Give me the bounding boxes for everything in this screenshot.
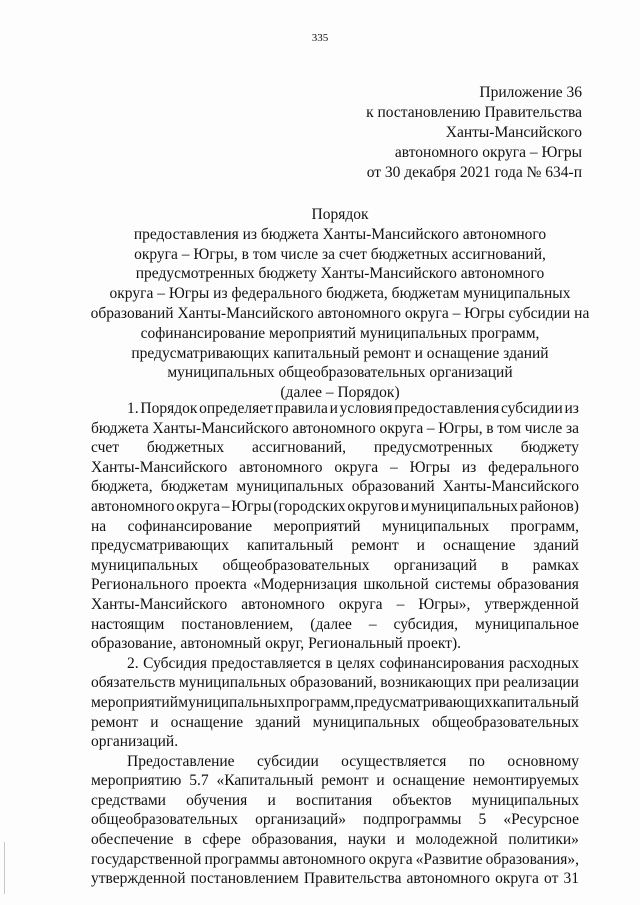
body-word: (городских: [273, 497, 346, 515]
body-word: воспитания: [295, 791, 373, 809]
body-word: муниципальных: [410, 497, 519, 515]
body-word: возникающих: [380, 674, 472, 692]
body-word: 5: [478, 811, 487, 829]
title-line: предусмотренных бюджету Ханты-Мансийского автономного: [135, 265, 545, 283]
body-word: округа: [176, 497, 221, 515]
document-body: [91, 399, 579, 889]
body-word: молодежной: [415, 831, 498, 849]
body-word: целях: [337, 654, 375, 672]
body-word: Югры,: [438, 419, 483, 437]
body-word: образования,: [251, 831, 338, 849]
body-word: Региональный: [308, 635, 403, 653]
body-word: –: [368, 615, 377, 633]
body-word: 5.7: [189, 772, 209, 790]
body-word: софинансирование: [127, 517, 253, 535]
body-word: автономного: [239, 458, 323, 476]
body-word: том: [497, 419, 522, 437]
body-word: системы: [435, 576, 491, 594]
body-word: постановлением: [190, 870, 299, 888]
body-word: общеобразовательных: [222, 556, 370, 574]
body-word: Порядок: [140, 400, 198, 417]
body-word: при: [475, 674, 500, 692]
body-word: определяет: [199, 400, 273, 417]
body-line: [91, 673, 579, 693]
title-line: (далее – Порядок): [280, 384, 400, 402]
body-word: автономного: [406, 870, 491, 888]
body-word: школьной: [363, 576, 429, 594]
body-word: утвержденной: [484, 595, 579, 613]
body-word: науки: [347, 831, 386, 849]
body-line: [91, 438, 579, 458]
body-word: Ханты-Мансийского: [91, 458, 228, 476]
title-line: Порядок: [311, 206, 369, 223]
body-word: предусматривающих: [91, 537, 229, 555]
body-word: ремонт: [321, 772, 369, 790]
body-word: ассигнований,: [251, 439, 347, 457]
body-word: программ,: [510, 517, 579, 535]
body-word: округа: [368, 850, 413, 868]
body-word: федерального: [488, 458, 579, 476]
body-word: организаций: [393, 556, 477, 574]
appendix-line: Ханты-Мансийского: [445, 124, 582, 141]
body-word: округа: [334, 458, 379, 476]
body-line: [91, 536, 579, 556]
body-word: зданий: [533, 537, 579, 555]
body-word: –: [426, 419, 435, 437]
body-word: –: [221, 497, 230, 515]
body-line: [91, 732, 579, 752]
title-line: предусматривающих капитальный ремонт и оснащение зданий: [131, 344, 549, 362]
appendix-line: от 30 декабря 2021 года № 634-п: [366, 164, 582, 181]
body-word: и: [416, 537, 425, 555]
body-word: капитальный: [492, 693, 579, 711]
body-word: и: [396, 831, 405, 849]
body-word: объектов: [392, 791, 452, 809]
body-word: программ,: [285, 693, 355, 711]
body-line: [91, 575, 579, 595]
body-word: средствами: [91, 791, 166, 809]
body-word: по: [468, 752, 485, 770]
body-word: автономного: [282, 850, 366, 868]
body-word: и: [400, 497, 410, 515]
body-word: из: [461, 458, 477, 476]
body-word: (далее: [310, 615, 352, 633]
body-word: немонтируемых: [472, 772, 579, 790]
body-word: «Развитие: [415, 850, 483, 868]
document-title: [60, 205, 620, 403]
body-word: субсидии: [500, 400, 563, 417]
body-word: округа: [495, 870, 539, 888]
body-word: образование,: [91, 635, 177, 653]
body-line: [91, 791, 579, 811]
body-line: [91, 517, 579, 537]
body-word: Субсидия: [143, 654, 208, 672]
appendix-header: [366, 83, 582, 183]
body-word: бюджету: [520, 439, 579, 457]
body-word: образований,: [289, 674, 377, 692]
body-word: Ханты-Мансийского: [91, 595, 228, 613]
title-line: округа – Югры, в том числе за счет бюджетных ассигнований,: [134, 245, 546, 263]
body-word: бюджета: [91, 419, 149, 437]
body-word: осуществляется: [341, 752, 447, 770]
body-word: рамках: [532, 556, 579, 574]
body-word: мероприятий: [273, 517, 361, 535]
page-number: 335: [311, 32, 329, 44]
body-word: настоящим: [91, 615, 165, 633]
body-line: [91, 654, 579, 674]
body-line: [91, 556, 579, 576]
body-word: и: [150, 713, 159, 731]
body-word: «Капитальный: [216, 772, 314, 790]
body-word: бюджетам: [160, 478, 229, 496]
body-word: округа: [338, 595, 383, 613]
body-word: счет: [91, 439, 120, 457]
body-word: муниципальных: [236, 478, 344, 496]
body-word: предоставления: [394, 400, 500, 417]
body-word: организаций.: [91, 733, 179, 751]
body-word: обеспечение: [91, 831, 174, 849]
body-word: муниципальных: [91, 556, 199, 574]
body-word: предусмотренных: [373, 439, 493, 457]
body-word: утвержденной: [91, 870, 186, 888]
body-word: муниципальных: [178, 693, 286, 711]
body-word: софинансирования: [379, 654, 505, 672]
body-word: Регионального: [91, 576, 189, 594]
body-word: Правительства: [303, 870, 402, 888]
title-line: софинансирование мероприятий муниципальных программ,: [140, 324, 540, 342]
body-word: автономного: [292, 419, 376, 437]
body-word: числе: [524, 419, 563, 437]
body-word: основному: [507, 752, 579, 770]
body-word: районов): [519, 497, 579, 515]
appendix-line: Приложение 36: [479, 84, 582, 101]
body-word: «Модернизация: [253, 576, 358, 594]
body-word: государственной: [91, 850, 202, 868]
body-word: ремонт: [351, 537, 399, 555]
body-word: общеобразовательных: [431, 713, 579, 731]
body-word: оснащение: [170, 713, 244, 731]
body-word: муниципальных: [471, 791, 579, 809]
body-line: [91, 399, 579, 419]
body-word: Ханты-Мансийского: [442, 478, 579, 496]
body-line: [91, 497, 579, 517]
body-line: [91, 869, 579, 889]
body-line: [91, 771, 579, 791]
body-word: и: [376, 772, 385, 790]
body-word: бюджетных: [146, 439, 225, 457]
body-word: округ,: [265, 635, 305, 653]
body-word: за: [565, 419, 579, 437]
body-word: расходных: [508, 654, 579, 672]
body-word: мероприятию: [91, 772, 182, 790]
body-word: организаций»: [255, 811, 347, 829]
body-word: Югры: [231, 497, 272, 515]
body-word: программы: [204, 850, 280, 868]
body-word: Югры: [409, 458, 451, 476]
body-word: обязательств: [91, 674, 176, 692]
body-word: от: [544, 870, 559, 888]
body-word: в: [325, 654, 333, 672]
body-word: подпрограммы: [363, 811, 462, 829]
body-word: капитальный: [247, 537, 334, 555]
body-word: –: [396, 595, 405, 613]
body-line: [91, 615, 579, 635]
body-word: в: [486, 419, 494, 437]
body-word: предоставляется: [211, 654, 321, 672]
body-word: муниципальных: [312, 713, 420, 731]
body-word: автономного: [91, 497, 175, 515]
body-line: [91, 458, 579, 478]
body-word: и: [267, 791, 276, 809]
body-line: [91, 850, 579, 870]
body-word: автономный: [180, 635, 262, 653]
body-line: [91, 419, 579, 439]
body-word: обучения: [186, 791, 248, 809]
body-word: ремонт: [91, 713, 139, 731]
body-word: муниципальных: [381, 517, 490, 535]
body-word: округов: [347, 497, 399, 515]
body-word: оснащение: [392, 772, 466, 790]
body-word: Ханты-Мансийского: [152, 419, 289, 437]
body-word: 31: [563, 870, 579, 888]
title-line: предоставления из бюджета Ханты-Мансийского автономного: [133, 225, 547, 243]
body-word: правила: [274, 400, 328, 417]
body-word: образования»,: [485, 850, 579, 868]
title-line: образований Ханты-Мансийского автономного округа – Югры субсидии на: [90, 304, 590, 322]
body-word: в: [501, 556, 509, 574]
body-word: общеобразовательных: [91, 811, 239, 829]
body-word: образований: [351, 478, 435, 496]
title-line: муниципальных общеобразовательных организаций: [167, 364, 513, 382]
body-word: Предоставление: [127, 752, 235, 770]
body-word: предусматривающих: [354, 693, 493, 711]
body-word: на: [91, 517, 107, 535]
body-word: мероприятий: [91, 693, 179, 711]
body-word: бюджета,: [91, 478, 153, 496]
body-word: –: [390, 458, 398, 476]
body-word: в: [184, 831, 192, 849]
body-word: Югры»,: [418, 595, 471, 613]
appendix-line: автономного округа – Югры: [394, 144, 582, 161]
body-word: 2.: [127, 654, 139, 672]
body-word: оснащение: [442, 537, 516, 555]
body-line: [91, 693, 579, 713]
body-line: [91, 634, 579, 654]
body-word: муниципальных: [179, 674, 287, 692]
body-word: условия: [339, 400, 393, 417]
body-line: [91, 595, 579, 615]
body-word: субсидия,: [393, 615, 458, 633]
appendix-line: к постановлению Правительства: [366, 104, 582, 121]
body-word: реализации: [503, 674, 579, 692]
body-word: из: [564, 400, 579, 417]
body-line: [91, 477, 579, 497]
body-line: [91, 810, 579, 830]
body-word: политики»: [508, 831, 579, 849]
body-word: образования: [497, 576, 579, 594]
body-word: «Ресурсное: [503, 811, 579, 829]
body-word: проекта: [194, 576, 247, 594]
body-word: муниципальное: [474, 615, 579, 633]
body-word: сфере: [202, 831, 241, 849]
body-word: субсидии: [256, 752, 319, 770]
body-line: [91, 752, 579, 772]
body-line: [91, 830, 579, 850]
body-word: 1.: [127, 400, 139, 417]
body-word: постановлением,: [181, 615, 294, 633]
body-word: проект).: [406, 635, 461, 653]
body-word: автономного: [241, 595, 325, 613]
body-word: округа: [379, 419, 424, 437]
body-word: и: [329, 400, 338, 417]
body-word: зданий: [255, 713, 301, 731]
title-line: округа – Югры из федерального бюджета, бюджетам муниципальных: [109, 285, 571, 303]
scan-margin-mark: [4, 842, 5, 894]
body-line: [91, 713, 579, 733]
